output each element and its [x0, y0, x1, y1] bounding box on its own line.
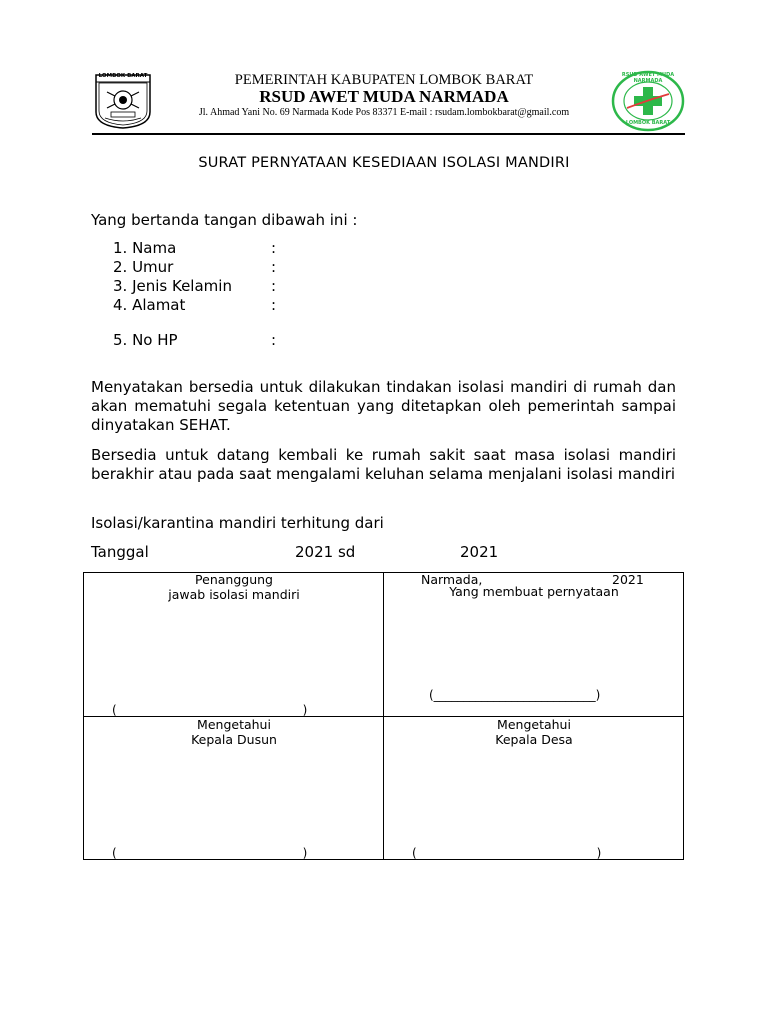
date-to-year: 2021: [460, 543, 499, 561]
field-label-alamat: 4. Alamat: [113, 296, 186, 314]
field-colon: :: [271, 277, 277, 295]
field-label-no-hp: 5. No HP: [113, 331, 178, 349]
date-label: Tanggal: [91, 543, 149, 561]
field-colon: :: [271, 239, 277, 257]
declarant-signature-blank: (___________________________): [429, 688, 601, 702]
intro-text: Yang bertanda tangan dibawah ini :: [91, 211, 358, 229]
return-paragraph: Bersedia untuk datang kembali ke rumah sakit saat masa isolasi mandiri berakhir atau pada saat mengalami keluhan selama menjalani isolasi mandiri: [91, 446, 676, 483]
date-from-year: 2021 sd: [295, 543, 356, 561]
field-label-jenis-kelamin: 3. Jenis Kelamin: [113, 277, 232, 295]
field-colon: :: [271, 296, 277, 314]
hamlet-head-title-line2: Kepala Dusun: [191, 732, 277, 747]
field-label-nama: 1. Nama: [113, 239, 177, 257]
rsud-awet-muda-seal-logo: [611, 70, 685, 132]
hospital-name: RSUD AWET MUDA NARMADA: [259, 87, 509, 106]
hospital-address: Jl. Ahmad Yani No. 69 Narmada Kode Pos 83371 E-mail : rsudam.lombokbarat@gmail.com: [198, 107, 570, 118]
seal-bottom-text: LOMBOK BARAT: [625, 120, 671, 126]
village-head-title-line1: Mengetahui: [497, 717, 571, 732]
document-title: SURAT PERNYATAAN KESEDIAAN ISOLASI MANDIRI: [198, 155, 570, 171]
hamlet-head-signature-blank: (_______________________________): [112, 846, 308, 860]
field-colon: :: [271, 331, 277, 349]
lombok-barat-crest-logo: [93, 72, 153, 130]
guarantor-title-line2: jawab isolasi mandiri: [168, 587, 300, 602]
village-head-signature-blank: (______________________________): [412, 846, 602, 860]
government-name: PEMERINTAH KABUPATEN LOMBOK BARAT: [234, 72, 534, 88]
header-divider: [92, 133, 685, 135]
guarantor-title-line1: Penanggung: [195, 572, 273, 587]
signing-year: 2021: [612, 572, 644, 587]
crest-caption: LOMBOK BARAT: [98, 73, 148, 79]
field-colon: :: [271, 258, 277, 276]
signing-place: Narmada,: [421, 572, 483, 587]
seal-arc-text: RSUD AWET MUDA NARMADA: [621, 72, 675, 84]
statement-paragraph: Menyatakan bersedia untuk dilakukan tindakan isolasi mandiri di rumah dan akan mematuhi segala ketentuan yang ditetapkan oleh pemerintah sampai dinyatakan SEHAT.: [91, 378, 676, 434]
village-head-title-line2: Kepala Desa: [495, 732, 573, 747]
hamlet-head-title-line1: Mengetahui: [197, 717, 271, 732]
field-label-umur: 2. Umur: [113, 258, 174, 276]
declarant-title: Yang membuat pernyataan: [449, 584, 619, 599]
isolation-start-text: Isolasi/karantina mandiri terhitung dari: [91, 514, 384, 532]
guarantor-signature-blank: (_______________________________): [112, 703, 308, 717]
